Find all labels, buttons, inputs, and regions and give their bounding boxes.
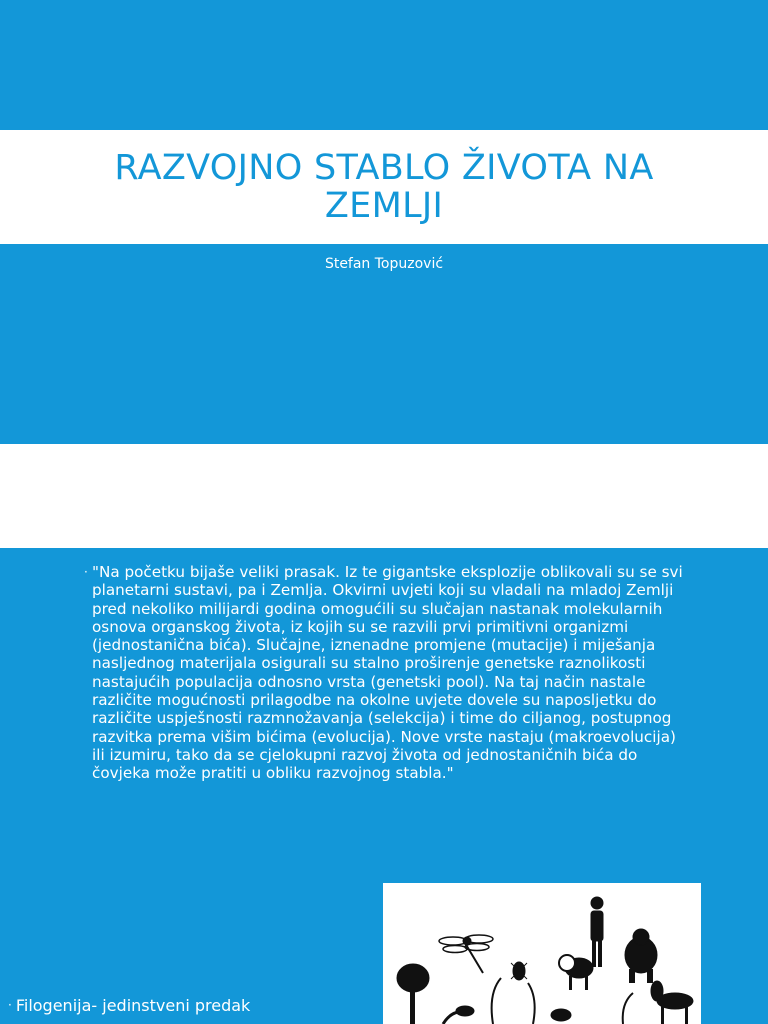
phylogeny-bullet bbox=[8, 996, 250, 1015]
title-band bbox=[0, 130, 768, 244]
quote-text: "Na početku bijaše veliki prasak. Iz te gigantske eksplozije oblikovali su se svi planetarni sustavi, pa i Zemlja. Okvirni uvjeti koji su vladali na mladoj Zemlji pred nekoliko milijardi godina omogućili su slučajan nastanak molekularnih osnova organskog života, iz kojih su se razvili prvi primitivni organizmi (jednostanična bića). Slučajne, iznenadne promjene (mutacije) i miješanja nasljednog materijala osigurali su stalno proširenje genetske raznolikosti nastajućih populacija odnosno vrsta (genetski pool). Na taj način nastale različite mogućnosti prilagodbe na okolne uvjete dovele su naposljetku do različite uspješnosti razmnožavanja (selekcija) i time do ciljanog, postupnog razvitka prema višim bićima (evolucija). Nove vrste nastaju (makroevolucija) ili izumiru, tako da se cjelokupni razvoj života od jednostaničnih bića do čovjeka može pratiti u obliku razvojnog stabla." bbox=[92, 563, 683, 783]
evolution-tree-image bbox=[383, 883, 701, 1024]
quote-bullet: · bbox=[84, 565, 88, 579]
bullet-symbol: · bbox=[8, 998, 12, 1012]
evolution-tree-illustration-icon bbox=[383, 883, 701, 1024]
phylogeny-text: Filogenija- jedinstveni predak bbox=[15, 996, 251, 1015]
slide-subtitle: Stefan Topuzović bbox=[324, 256, 444, 272]
slide-title: RAZVOJNO STABLO ŽIVOTA NA ZEMLJI bbox=[114, 148, 654, 226]
slide-separator bbox=[0, 444, 768, 548]
